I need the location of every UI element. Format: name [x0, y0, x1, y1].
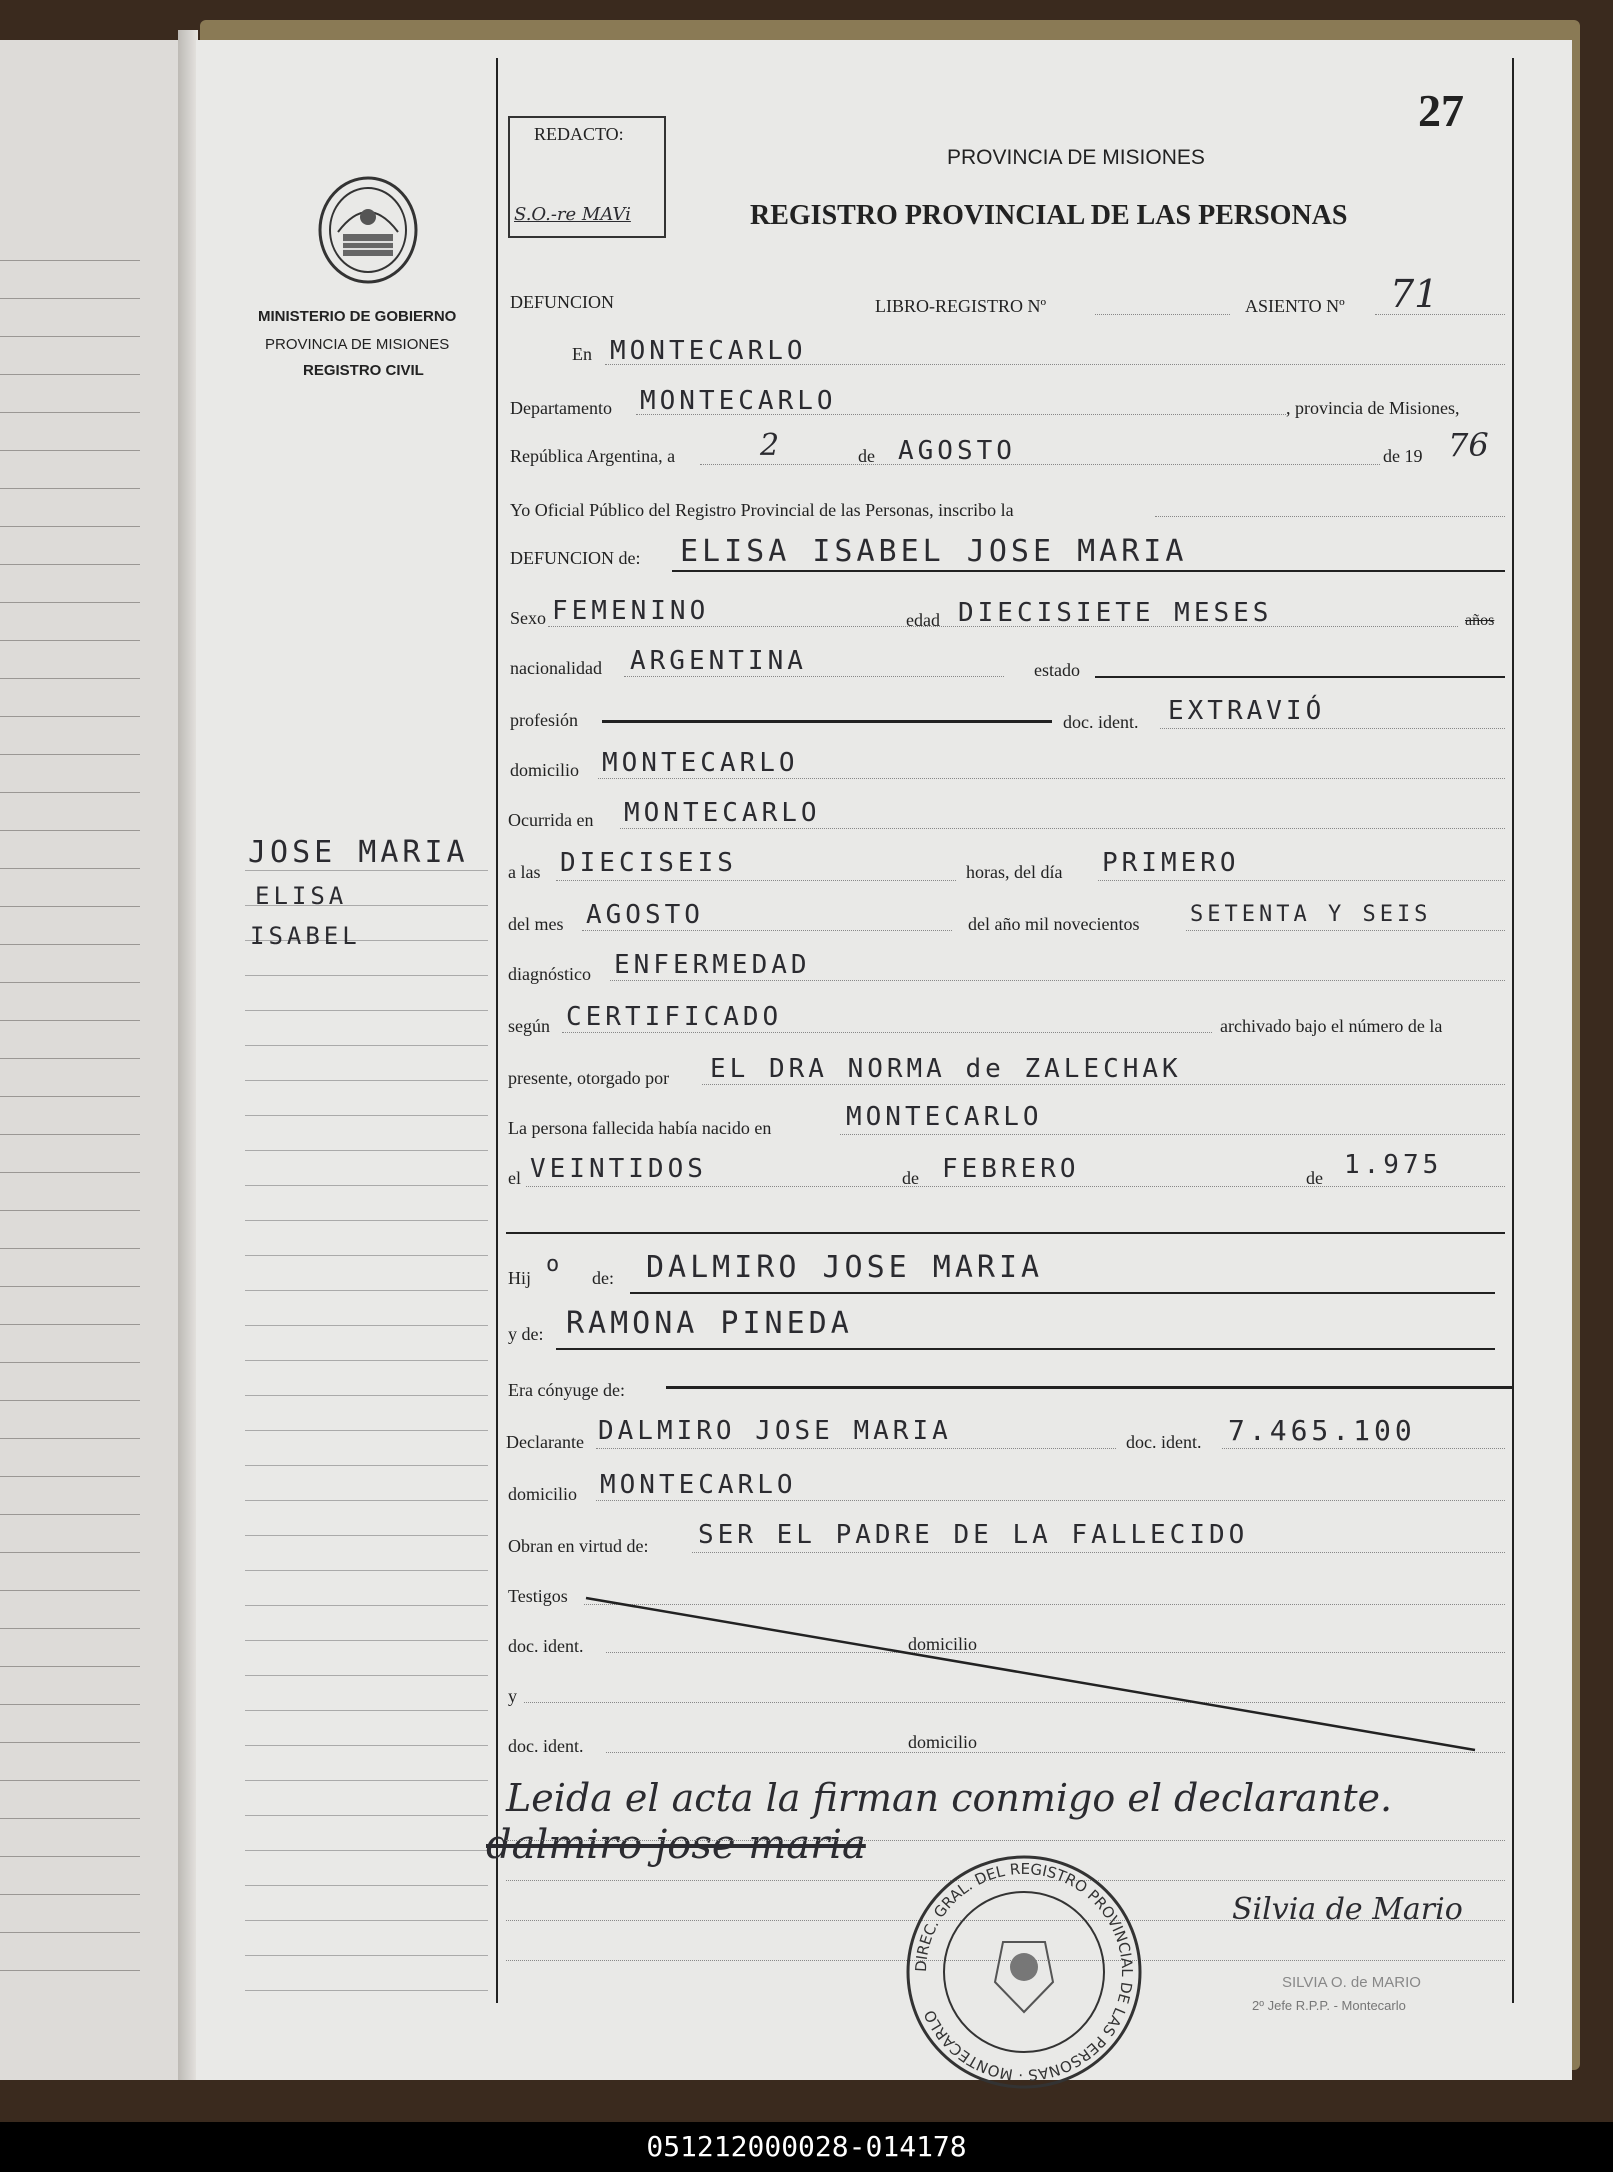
- doc-ident-label: doc. ident.: [1063, 712, 1139, 732]
- ocurrida-value: MONTECARLO: [624, 798, 821, 828]
- del-anio-label: del año mil novecientos: [968, 914, 1140, 934]
- nac-fecha-line: [526, 1186, 1505, 1187]
- margin-rule: [245, 975, 488, 976]
- hijo-label: Hij: [508, 1268, 532, 1288]
- left-page-rule: [0, 602, 140, 603]
- asiento-line: [1375, 314, 1505, 315]
- nacionalidad-line: [624, 676, 1004, 677]
- nacido-value: MONTECARLO: [846, 1102, 1043, 1132]
- margin-rule: [245, 1990, 488, 1991]
- official-stamp: [903, 1852, 1145, 2092]
- left-page-rule: [0, 640, 140, 641]
- estado-label: estado: [1034, 660, 1080, 680]
- nacionalidad-value: ARGENTINA: [630, 646, 807, 676]
- margin-rule: [245, 1430, 488, 1431]
- redacto-label: REDACTO:: [534, 124, 624, 144]
- presente-line: [702, 1084, 1505, 1085]
- margin-name-2: ELISA: [255, 882, 348, 910]
- edad-value: DIECISIETE MESES: [958, 598, 1273, 628]
- left-page-rule: [0, 678, 140, 679]
- nacido-label: La persona fallecida había nacido en: [508, 1118, 772, 1138]
- diagnostico-line: [610, 980, 1505, 981]
- del-anio-value: SETENTA Y SEIS: [1190, 902, 1432, 927]
- left-page-rule: [0, 1514, 140, 1515]
- doc-t1-label: doc. ident.: [508, 1636, 584, 1656]
- left-page-rule: [0, 754, 140, 755]
- dia-muerte-line: [1098, 880, 1505, 881]
- firma-oficial: Silvia de Mario: [1232, 1892, 1463, 1927]
- de3-label: de: [1306, 1168, 1323, 1188]
- diagnostico-value: ENFERMEDAD: [614, 950, 811, 980]
- declarante-value: DALMIRO JOSE MARIA: [598, 1416, 952, 1446]
- leida-text: Leida el acta la firman conmigo el declarante.: [506, 1776, 1393, 1820]
- left-page-rule: [0, 1096, 140, 1097]
- margin-rule: [245, 1605, 488, 1606]
- left-page-rule: [0, 1438, 140, 1439]
- doc-ident-value: EXTRAVIÓ: [1168, 696, 1326, 726]
- domicilio2-value: MONTECARLO: [600, 1470, 797, 1500]
- edad-label: edad: [906, 610, 940, 630]
- de2-label: de: [902, 1168, 919, 1188]
- left-page-rule: [0, 906, 140, 907]
- domicilio2-line: [596, 1500, 1505, 1501]
- defuncion-de-label: DEFUNCION de:: [510, 548, 641, 568]
- margin-rule: [245, 1955, 488, 1956]
- ministry-line2: PROVINCIA DE MISIONES: [265, 336, 450, 353]
- en-value: MONTECARLO: [610, 336, 807, 366]
- margin-rule: [245, 1325, 488, 1326]
- margin-rule: [245, 1710, 488, 1711]
- margin-rule: [245, 1010, 488, 1011]
- margin-rule: [245, 1570, 488, 1571]
- left-page-rule: [0, 1248, 140, 1249]
- left-page-rule: [0, 1324, 140, 1325]
- ocurrida-line: [620, 828, 1505, 829]
- a-las-value: DIECISEIS: [560, 848, 737, 878]
- left-page-rule: [0, 1286, 140, 1287]
- left-page-rule: [0, 792, 140, 793]
- registry-heading: REGISTRO PROVINCIAL DE LAS PERSONAS: [750, 200, 1348, 231]
- left-page-rule: [0, 1552, 140, 1553]
- conyuge-label: Era cónyuge de:: [508, 1380, 625, 1400]
- asiento-value: 71: [1390, 272, 1439, 316]
- a-las-line: [556, 880, 956, 881]
- left-page-rule: [0, 1742, 140, 1743]
- sexo-value: FEMENINO: [552, 596, 710, 626]
- left-page: [0, 40, 190, 2080]
- left-page-rule: [0, 868, 140, 869]
- anio-nac-value: 1.975: [1344, 1150, 1443, 1180]
- left-page-rule: [0, 526, 140, 527]
- departamento-value: MONTECARLO: [640, 386, 837, 416]
- left-page-rule: [0, 1666, 140, 1667]
- margin-rule: [245, 870, 488, 871]
- doc-ident2-value: 7.465.100: [1228, 1414, 1416, 1447]
- dom-t2-label: domicilio: [908, 1732, 977, 1752]
- left-page-rule: [0, 1210, 140, 1211]
- left-page-rule: [0, 374, 140, 375]
- testigos-strike: [580, 1590, 1480, 1760]
- defuncion-de-line: [672, 570, 1505, 572]
- hijo-suffix: o: [546, 1252, 564, 1277]
- padre-value: DALMIRO JOSE MARIA: [646, 1250, 1044, 1285]
- margin-rule: [245, 1115, 488, 1116]
- province-heading: PROVINCIA DE MISIONES: [947, 146, 1205, 169]
- book-spine: [178, 30, 198, 2080]
- margin-column-rule: [496, 58, 498, 2003]
- segun-line: [562, 1032, 1212, 1033]
- left-page-rule: [0, 1172, 140, 1173]
- mes-nac-value: FEBRERO: [942, 1154, 1080, 1184]
- sello-nombre: SILVIA O. de MARIO: [1282, 1974, 1421, 1991]
- en-label: En: [572, 344, 592, 364]
- mes-value: AGOSTO: [898, 436, 1016, 466]
- margin-rule: [245, 1640, 488, 1641]
- page-number: 27: [1418, 85, 1464, 136]
- el-label: el: [508, 1168, 521, 1188]
- section-divider: [506, 1232, 1505, 1234]
- a-las-label: a las: [508, 862, 541, 882]
- de19-label: de 19: [1383, 446, 1423, 466]
- left-page-rule: [0, 412, 140, 413]
- nacionalidad-label: nacionalidad: [510, 658, 602, 678]
- libro-label: LIBRO-REGISTRO Nº: [875, 296, 1047, 316]
- left-page-rule: [0, 488, 140, 489]
- de-label: de: [858, 446, 875, 466]
- ocurrida-label: Ocurrida en: [508, 810, 594, 830]
- anio-value: 76: [1448, 426, 1489, 464]
- margin-name-3: ISABEL: [250, 922, 361, 950]
- doc-ident-line: [1160, 728, 1505, 729]
- margin-rule: [245, 1360, 488, 1361]
- libro-line: [1095, 314, 1230, 315]
- firma-declarante: dalmiro jose maria: [486, 1822, 866, 1868]
- sello-cargo: 2º Jefe R.P.P. - Montecarlo: [1252, 1998, 1406, 2013]
- domicilio2-label: domicilio: [508, 1484, 577, 1504]
- del-anio-line: [1186, 930, 1505, 931]
- defuncion-de-value: ELISA ISABEL JOSE MARIA: [680, 534, 1188, 569]
- left-page-rule: [0, 1020, 140, 1021]
- anios-label: años: [1465, 612, 1495, 629]
- left-page-rule: [0, 1932, 140, 1933]
- departamento-label: Departamento: [510, 398, 612, 418]
- fecha-line: [700, 464, 1380, 465]
- obran-value: SER EL PADRE DE LA FALLECIDO: [698, 1520, 1249, 1550]
- el-value: VEINTIDOS: [530, 1154, 707, 1184]
- sexo-label: Sexo: [510, 608, 546, 628]
- conyuge-strike: [666, 1386, 1514, 1389]
- oficial-text: Yo Oficial Público del Registro Provincial de las Personas, inscribo la: [510, 500, 1014, 520]
- oficial-line: [1155, 516, 1505, 517]
- madre-line: [556, 1348, 1495, 1350]
- segun-value: CERTIFICADO: [566, 1002, 783, 1032]
- presente-value: EL DRA NORMA de ZALECHAK: [710, 1054, 1182, 1084]
- margin-rule: [245, 1745, 488, 1746]
- diagnostico-label: diagnóstico: [508, 964, 591, 984]
- margin-rule: [245, 1885, 488, 1886]
- hijo-de-label: de:: [592, 1268, 614, 1288]
- dom-t1-label: domicilio: [908, 1634, 977, 1654]
- left-page-rule: [0, 1362, 140, 1363]
- departamento-line: [636, 414, 1286, 415]
- madre-value: RAMONA PINEDA: [566, 1306, 853, 1341]
- coat-of-arms-icon: [313, 172, 423, 287]
- left-page-rule: [0, 716, 140, 717]
- margin-rule: [245, 1150, 488, 1151]
- sexo-line: [548, 626, 1458, 627]
- archivado-label: archivado bajo el número de la: [1220, 1016, 1443, 1036]
- ministry-line1: MINISTERIO DE GOBIERNO: [258, 308, 457, 325]
- registry-seal-icon: [903, 1852, 1145, 2092]
- en-line: [605, 364, 1505, 365]
- defuncion-title: DEFUNCION: [510, 292, 615, 312]
- margin-rule: [245, 1815, 488, 1816]
- margin-name-1: JOSE MARIA: [248, 835, 469, 870]
- left-page-rule: [0, 450, 140, 451]
- left-page-rule: [0, 564, 140, 565]
- doc-ident2-line: [1222, 1448, 1505, 1449]
- left-page-rule: [0, 944, 140, 945]
- closing-rule: [506, 1840, 1505, 1841]
- dia-muerte-value: PRIMERO: [1102, 848, 1240, 878]
- margin-rule: [245, 1290, 488, 1291]
- del-mes-label: del mes: [508, 914, 564, 934]
- redacto-box: [508, 116, 666, 238]
- margin-rule: [245, 1220, 488, 1221]
- domicilio-value: MONTECARLO: [602, 748, 799, 778]
- left-page-rule: [0, 1628, 140, 1629]
- asiento-label: ASIENTO Nº: [1245, 296, 1345, 316]
- margin-rule: [245, 1395, 488, 1396]
- dia-value: 2: [760, 428, 780, 463]
- ministry-line3: REGISTRO CIVIL: [303, 362, 424, 379]
- del-mes-value: AGOSTO: [586, 900, 704, 930]
- del-mes-line: [582, 930, 952, 931]
- left-page-rule: [0, 1400, 140, 1401]
- margin-rule: [245, 1850, 488, 1851]
- declarante-label: Declarante: [506, 1432, 584, 1452]
- padre-line: [630, 1292, 1495, 1294]
- provincia-text: , provincia de Misiones,: [1286, 398, 1460, 418]
- margin-rule: [245, 1780, 488, 1781]
- left-page-rule: [0, 1818, 140, 1819]
- redacto-value: S.O.-re MAVi: [514, 204, 631, 225]
- profesion-label: profesión: [510, 710, 578, 730]
- presente-label: presente, otorgado por: [508, 1068, 670, 1088]
- testigos-label: Testigos: [508, 1586, 568, 1606]
- scan-id-footer: 051212000028-014178: [0, 2122, 1613, 2172]
- margin-rule: [245, 1500, 488, 1501]
- margin-rule: [245, 1675, 488, 1676]
- margin-rule: [245, 1045, 488, 1046]
- left-page-rule: [0, 1134, 140, 1135]
- left-page-rule: [0, 298, 140, 299]
- left-page-rule: [0, 1970, 140, 1971]
- margin-rule: [245, 1535, 488, 1536]
- domicilio-line: [598, 778, 1505, 779]
- margin-rule: [245, 1080, 488, 1081]
- stamp-ring-text: DIREC. GRAL. DEL REGISTRO PROVINCIAL DE LAS PERSONAS · MONTECARLO: [911, 1859, 1137, 2085]
- republica-label: República Argentina, a: [510, 446, 676, 466]
- y-label: y: [508, 1686, 517, 1706]
- margin-rule: [245, 1255, 488, 1256]
- provincial-seal: [313, 172, 423, 287]
- margin-rule: [245, 1465, 488, 1466]
- horas-label: horas, del día: [966, 862, 1063, 882]
- left-page-rule: [0, 982, 140, 983]
- obran-line: [692, 1552, 1505, 1553]
- domicilio-label: domicilio: [510, 760, 579, 780]
- left-page-rule: [0, 336, 140, 337]
- left-page-rule: [0, 1780, 140, 1781]
- left-page-rule: [0, 1590, 140, 1591]
- doc-t2-label: doc. ident.: [508, 1736, 584, 1756]
- margin-rule: [245, 1185, 488, 1186]
- segun-label: según: [508, 1016, 550, 1036]
- left-page-rule: [0, 830, 140, 831]
- declarante-line: [596, 1448, 1116, 1449]
- profesion-strike: [602, 720, 1052, 723]
- left-page-rule: [0, 1856, 140, 1857]
- left-page-rule: [0, 1704, 140, 1705]
- left-page-rule: [0, 260, 140, 261]
- estado-strike: [1095, 676, 1505, 678]
- right-column-rule: [1512, 58, 1514, 2003]
- left-page-rule: [0, 1894, 140, 1895]
- left-page-rule: [0, 1058, 140, 1059]
- nacido-line: [840, 1134, 1505, 1135]
- obran-label: Obran en virtud de:: [508, 1536, 649, 1556]
- doc-ident2-label: doc. ident.: [1126, 1432, 1202, 1452]
- margin-rule: [245, 1920, 488, 1921]
- left-page-rule: [0, 1476, 140, 1477]
- y-de-label: y de:: [508, 1324, 544, 1344]
